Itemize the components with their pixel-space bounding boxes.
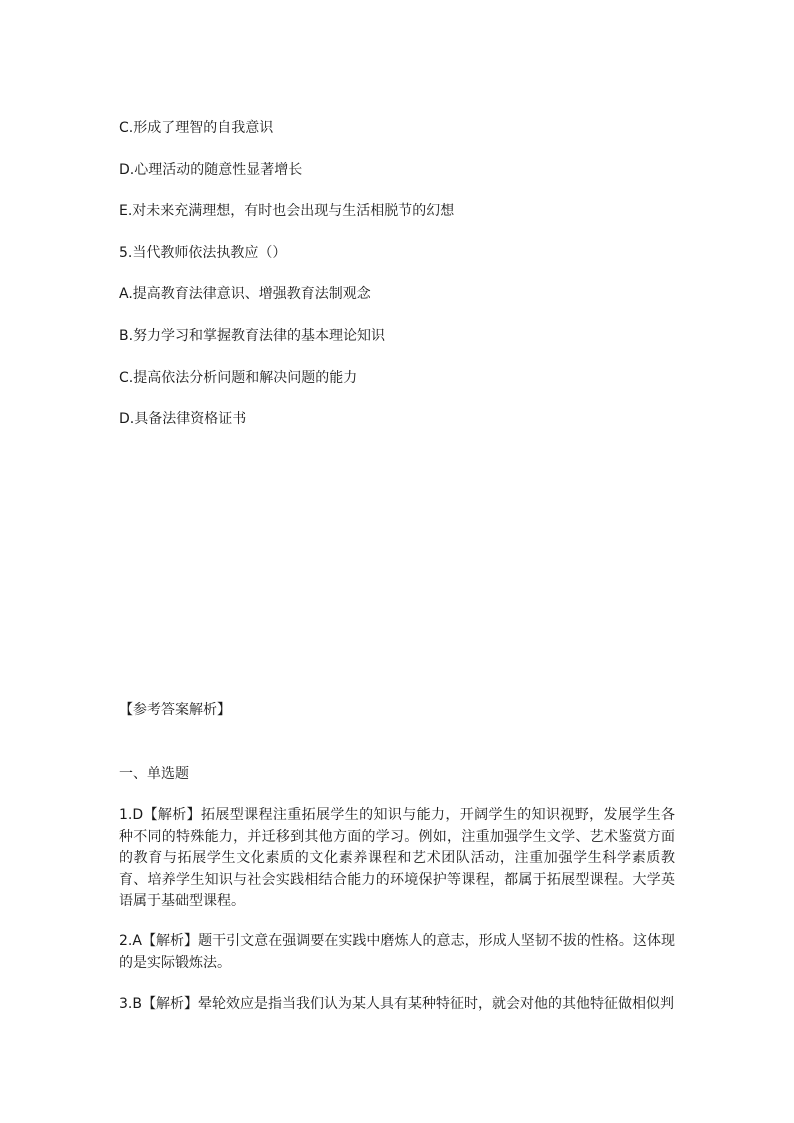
answer-1-explanation: 1.D【解析】拓展型课程注重拓展学生的知识与能力，开阔学生的知识视野，发展学生各种不同的特殊能力，并迁移到其他方面的学习。例如，注重加强学生文学、艺术鉴赏方面的教育与拓展学生文化素质的文化素养课程和艺术团队活动，注重加强学生科学素质教育、培养学生知识与社会实践相结合能力的环境保护等课程，都属于拓展型课程。大学英语属于基础型课程。 xyxy=(119,807,675,909)
single-choice-title: 一、单选题 xyxy=(119,766,189,782)
q5-option-d: D.具备法律资格证书 xyxy=(119,411,247,427)
q5-stem: 5.当代教师依法执教应（） xyxy=(119,245,287,261)
q5-option-b: B.努力学习和掌握教育法律的基本理论知识 xyxy=(119,328,386,344)
answer-3-explanation: 3.B【解析】晕轮效应是指当我们认为某人具有某种特征时，就会对他的其他特征做相似判 xyxy=(119,996,674,1012)
q5-option-c: C.提高依法分析问题和解决问题的能力 xyxy=(119,370,358,386)
q4-option-e: E.对未来充满理想，有时也会出现与生活相脱节的幻想 xyxy=(119,203,455,219)
q4-option-d: D.心理活动的随意性显著增长 xyxy=(119,162,303,178)
q5-option-a: A.提高教育法律意识、增强教育法制观念 xyxy=(119,286,371,302)
answer-2-explanation: 2.A【解析】题干引文意在强调要在实践中磨炼人的意志，形成人坚韧不拔的性格。这体现的是实际锻炼法。 xyxy=(119,933,675,971)
answer-section-title: 【参考答案解析】 xyxy=(119,702,231,718)
q4-option-c: C.形成了理智的自我意识 xyxy=(119,120,274,136)
